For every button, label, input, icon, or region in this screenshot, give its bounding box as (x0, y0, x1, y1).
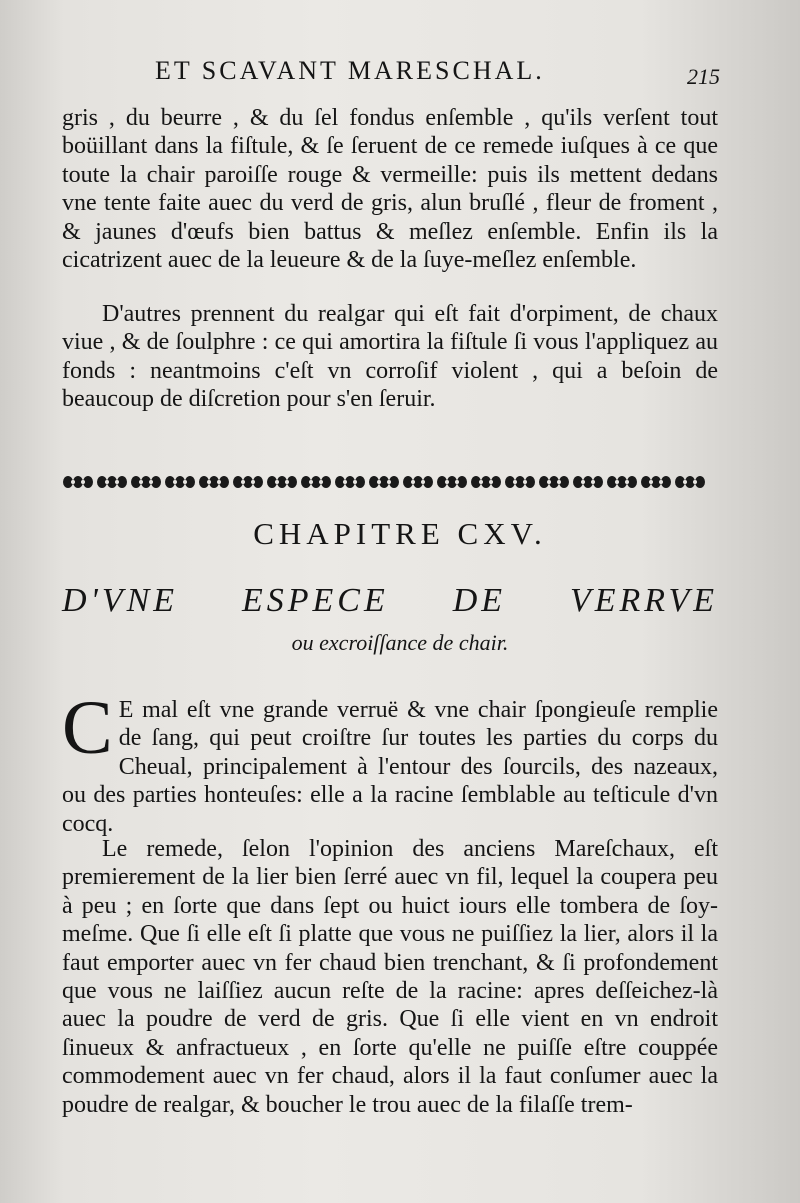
running-head (0, 56, 800, 96)
fleuron-border-icon (62, 471, 718, 493)
paragraph-text: D'autres prennent du realgar qui eſt fait d'orpiment, de chaux viue , & de ſoulphre : ce qui amortira la fiſtule ſi vous l'appliquez au fonds : neantmoins c'eſt vn corroſif violent , qui a beſoin de beaucoup de diſcretion pour s'en ſeruir. (62, 301, 718, 413)
paragraph-2 (62, 300, 718, 414)
paragraph-text: E mal eſt vne grande verruë & vne chair ſpongieuſe remplie de ſang, qui peut croiſtre ſur toutes les parties du corps du Cheual, principalement à l'entour des ſourcils, des nazeaux, ou des parties honteuſes: elle a la racine ſemblable au teſticule d'vn cocq. (62, 697, 718, 837)
paragraph-3 (62, 686, 718, 838)
page-number: 215 (687, 64, 720, 89)
paragraph-text: Le remede, ſelon l'opinion des anciens Mareſchaux, eſt premierement de la lier bien ſerré auec vn fil, lequel la coupera peu à peu ; en ſorte que dans ſept ou huict iours elle tombera de ſoy-meſme. Que ſi elle eſt ſi platte que vous ne puiſſiez la lier, alors il la faut emporter auec vn fer chaud bien trenchant, & ſi profondement que vous ne laiſſiez aucun reſte de la racine: apres deſſeichez-là auec la poudre de verd de gris. Que ſi elle vient en vn endroit ſinueux & anfractueux , en ſorte qu'elle ne puiſſe eſtre couppée commodement auec vn fer chaud, alors il la faut conſumer auec la poudre de realgar, & boucher le trou auec de la filaſſe trem- (62, 836, 718, 1118)
section-subtitle: ou excroiſſance de chair. (291, 630, 509, 655)
chapter-heading: CHAPITRE CXV. (253, 516, 547, 551)
section-title: D'VNE ESPECE DE VERRVE (62, 582, 718, 619)
running-title: ET SCAVANT MARESCHAL. (155, 56, 545, 85)
paragraph-1 (62, 104, 718, 274)
drop-cap: C (62, 686, 113, 770)
paragraph-4 (62, 835, 718, 1119)
paragraph-text: gris , du beurre , & du ſel fondus enſemble , qu'ils verſent tout boüillant dans la fiſtule, & ſe ſeruent de ce remede iuſques à ce que toute la chair paroiſſe rouge & vermeille: puis ils mettent dedans vne tente faite auec du verd de gris, alun bruſlé , fleur de froment , & jaunes d'œufs bien battus & meſlez enſemble. Enfin ils la cicatrizent auec de la leueure & de la ſuye-meſlez enſemble. (62, 105, 718, 274)
